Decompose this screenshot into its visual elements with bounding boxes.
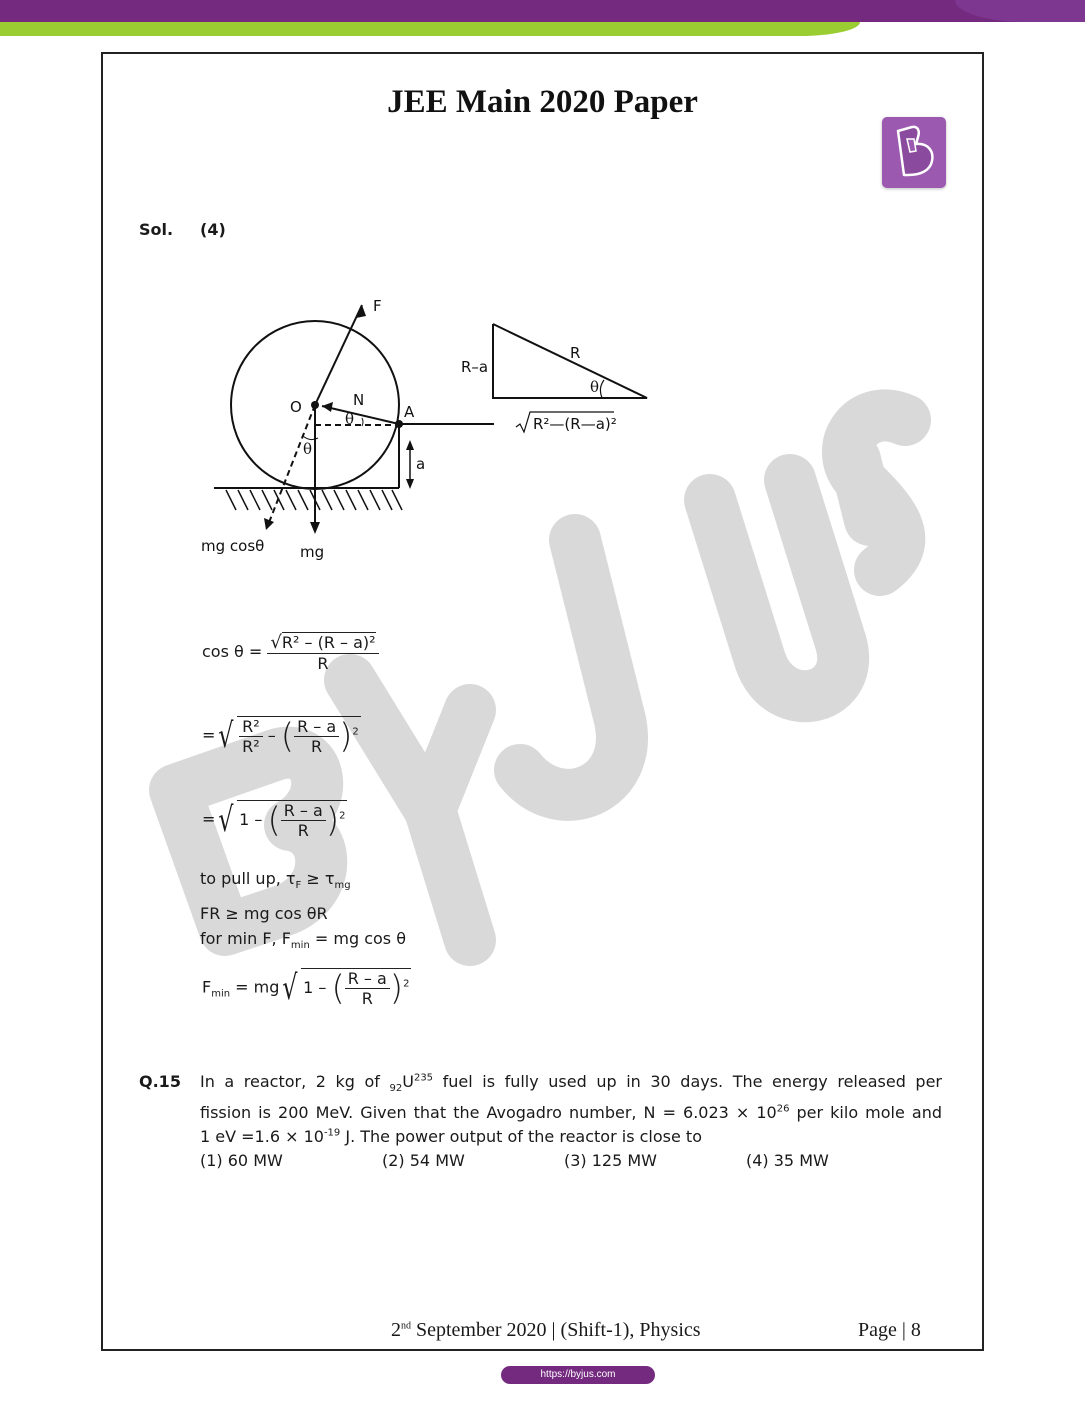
r2-numerator: R²: [239, 717, 263, 737]
equation-step-3: [202, 800, 347, 840]
min-force-line: [200, 929, 406, 951]
label-normal: N: [353, 391, 365, 409]
equation-step-2: [202, 716, 361, 756]
footer-day: 2: [391, 1319, 401, 1341]
page-title: JEE Main 2020 Paper: [387, 84, 698, 120]
q-line3-b: J. The power output of the reactor is close to: [340, 1127, 702, 1146]
equation-fmin: [202, 968, 411, 1008]
page-number: Page | 8: [858, 1319, 921, 1341]
q-atomic-number: 92: [389, 1083, 403, 1095]
question-number: Q.15: [139, 1072, 181, 1091]
cos-numerator: R² – (R – a)²: [281, 633, 376, 652]
min-text-b: = mg cos θ: [309, 929, 406, 948]
footer-date-rest: September 2020 | (Shift-1), Physics: [411, 1319, 701, 1341]
ra-numerator: R – a: [294, 717, 339, 737]
header-band-green: [0, 22, 860, 36]
solution-answer: (4): [200, 220, 226, 239]
pull-sub-f: F: [295, 880, 302, 892]
one: 1: [303, 978, 314, 997]
byjus-b-logo-icon: [882, 117, 946, 188]
one: 1: [239, 810, 250, 829]
q-line3-sup: -19: [323, 1127, 341, 1139]
fmin-lhs: F: [202, 977, 212, 997]
sqrt-icon: √: [282, 968, 298, 1008]
minus-sign: –: [267, 726, 276, 745]
label-height: a: [416, 455, 426, 473]
label-theta-top: θ: [345, 410, 355, 428]
fmin-eq: = mg: [230, 977, 280, 997]
header-band-purple: [0, 0, 1085, 22]
min-sub: min: [290, 940, 310, 952]
label-weight-component: mg cosθ: [201, 537, 265, 555]
option-2: (2) 54 MW: [382, 1151, 465, 1170]
sqrt-body: 1 – ( $\frac{R - a}{R}$ )$^2$: [239, 800, 346, 841]
equals-sign: =: [202, 725, 216, 745]
q-line1-a: In a reactor, 2 kg of: [200, 1072, 390, 1091]
label-theta-bottom: θ: [303, 440, 313, 458]
triangle-side: R–a: [461, 358, 489, 376]
triangle-base: R²—(R—a)²: [533, 415, 617, 433]
ra-numerator: R – a: [281, 801, 326, 821]
label-center: O: [290, 398, 302, 416]
equals-sign: =: [202, 809, 216, 829]
label-force: F: [373, 297, 382, 315]
ra-denominator: R: [311, 737, 323, 756]
q-line1-b: fuel is fully used up in 30 days. The energy released per: [433, 1072, 942, 1091]
q-element: U: [402, 1072, 414, 1091]
square-exponent: 2: [403, 978, 410, 990]
question-line-2: [200, 1103, 942, 1122]
pull-ge: ≥ τ: [301, 869, 335, 888]
ra-denominator: R: [361, 989, 373, 1008]
min-text-a: for min F, F: [200, 929, 291, 948]
triangle-hypotenuse: R: [570, 344, 581, 362]
pull-sub-mg: mg: [334, 880, 351, 892]
fmin-sub: min: [211, 988, 231, 1000]
question-line-1: [200, 1072, 942, 1094]
sqrt-icon: √: [218, 800, 234, 840]
cos-fraction: $\frac{\text{√R² – (R – a)²}}{R}$: [267, 632, 378, 673]
q-line2-b: per kilo mole and: [789, 1103, 942, 1122]
question-line-3: [200, 1127, 942, 1146]
square-exponent: 2: [339, 810, 346, 822]
q-line3-a: 1 eV =1.6 × 10: [200, 1127, 324, 1146]
option-1: (1) 60 MW: [200, 1151, 283, 1170]
solution-label: Sol.: [139, 220, 174, 239]
torque-inequality: FR ≥ mg cos θR: [200, 904, 328, 923]
minus-sign: –: [318, 978, 327, 997]
footer-day-suffix: nd: [401, 1320, 411, 1332]
square-exponent: 2: [352, 726, 359, 738]
sqrt-body: $\frac{\text{R²}}{\text{R²}}$ – ( $\frac{R - a}{R}$ )$^2$: [237, 716, 361, 756]
r2-denominator: R²: [242, 737, 260, 756]
ra-denominator: R: [297, 821, 309, 840]
pull-text: to pull up, τ: [200, 869, 296, 888]
label-weight: mg: [300, 543, 325, 561]
cos-lhs: cos θ =: [202, 642, 263, 661]
q-mass-number: 235: [413, 1072, 434, 1084]
ra-numerator: R – a: [345, 969, 390, 989]
option-4: (4) 35 MW: [746, 1151, 829, 1170]
footer-exam-info: [391, 1319, 701, 1342]
option-3: (3) 125 MW: [564, 1151, 657, 1170]
label-contact-point: A: [404, 403, 415, 421]
website-link[interactable]: https://byjus.com: [501, 1366, 655, 1384]
sqrt-body: 1 – ( $\frac{R - a}{R}$ )$^2$: [303, 968, 410, 1009]
triangle-angle: θ: [590, 378, 600, 396]
minus-sign: –: [254, 810, 263, 829]
pull-up-condition: [200, 869, 351, 891]
q-line2-sup: 26: [776, 1103, 790, 1115]
physics-diagram: [190, 280, 670, 570]
equation-cos-theta: [202, 632, 379, 673]
cos-denominator: R: [317, 654, 329, 673]
sqrt-icon: √: [218, 716, 234, 756]
q-line2-a: fission is 200 MeV. Given that the Avogadro number, N = 6.023 × 10: [200, 1103, 777, 1122]
